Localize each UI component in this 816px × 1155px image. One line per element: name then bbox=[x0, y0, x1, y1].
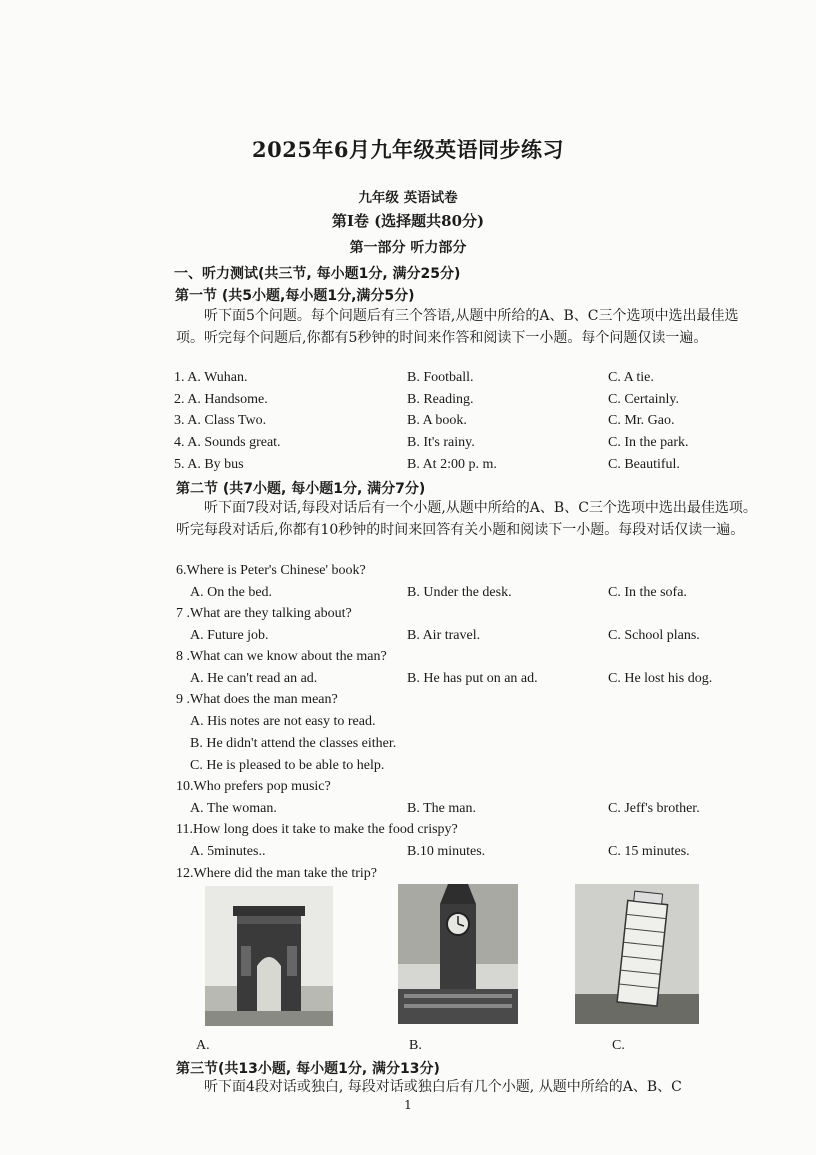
part2-instructions: 听下面7段对话,每段对话后有一个小题,从题中所给的A、B、C三个选项中选出最佳选项。听完每段对话后,你都有10秒钟的时间来回答有关小题和阅读下一小题。每段对话仅读一遍。 bbox=[176, 500, 757, 538]
leaning-tower-image bbox=[575, 884, 699, 1024]
q3-option-a: 3. A. Class Two. bbox=[174, 413, 267, 428]
exam-subtitle: 九年级 英语试卷 bbox=[358, 190, 458, 206]
q4-option-a: 4. A. Sounds great. bbox=[174, 435, 281, 450]
q7-option-a: A. Future job. bbox=[190, 628, 269, 643]
part-title: 第一部分 听力部分 bbox=[349, 240, 467, 256]
triumphal-arch-image bbox=[205, 886, 333, 1026]
q6-stem: 6.Where is Peter's Chinese' book? bbox=[176, 563, 366, 578]
q11-stem: 11.How long does it take to make the food crispy? bbox=[176, 822, 458, 837]
q8-option-a: A. He can't read an ad. bbox=[190, 671, 318, 686]
q5-option-a: 5. A. By bus bbox=[174, 457, 244, 472]
volume-title: 第Ⅰ卷 (选择题共80分) bbox=[331, 212, 485, 230]
q12-label-c: C. bbox=[612, 1038, 625, 1053]
q12-label-b: B. bbox=[409, 1038, 422, 1053]
q9-option-c: C. He is pleased to be able to help. bbox=[190, 758, 385, 773]
q6-option-a: A. On the bed. bbox=[190, 585, 273, 600]
q2-option-c: C. Certainly. bbox=[608, 392, 680, 407]
q9-option-b: B. He didn't attend the classes either. bbox=[190, 736, 397, 751]
q6-option-c: C. In the sofa. bbox=[608, 585, 687, 600]
part2-heading: 第二节 (共7小题, 每小题1分, 满分7分) bbox=[176, 481, 426, 497]
q5-option-b: B. At 2:00 p. m. bbox=[407, 457, 497, 472]
section-heading: 一、听力测试(共三节, 每小题1分, 满分25分) bbox=[174, 266, 461, 282]
q4-option-b: B. It's rainy. bbox=[407, 435, 475, 450]
q8-stem: 8 .What can we know about the man? bbox=[176, 649, 387, 664]
page-number: 1 bbox=[404, 1098, 412, 1112]
q5-option-c: C. Beautiful. bbox=[608, 457, 680, 472]
q10-stem: 10.Who prefers pop music? bbox=[176, 779, 331, 794]
part3-instructions: 听下面4段对话或独白, 每段对话或独白后有几个小题, 从题中所给的A、B、C bbox=[204, 1079, 682, 1095]
q12-label-a: A. bbox=[196, 1038, 210, 1053]
q2-option-a: 2. A. Handsome. bbox=[174, 392, 268, 407]
page-title: 2025年6月九年级英语同步练习 bbox=[251, 137, 565, 162]
q10-option-b: B. The man. bbox=[407, 801, 476, 816]
q11-option-b: B.10 minutes. bbox=[407, 844, 486, 859]
q8-option-c: C. He lost his dog. bbox=[608, 671, 713, 686]
q11-option-c: C. 15 minutes. bbox=[608, 844, 690, 859]
clock-tower-image bbox=[398, 884, 518, 1024]
q1-option-b: B. Football. bbox=[407, 370, 474, 385]
q7-option-c: C. School plans. bbox=[608, 628, 700, 643]
q10-option-a: A. The woman. bbox=[190, 801, 277, 816]
part1-instructions: 听下面5个问题。每个问题后有三个答语,从题中所给的A、B、C三个选项中选出最佳选项。听完每个问题后,你都有5秒钟的时间来作答和阅读下一小题。每个问题仅读一遍。 bbox=[176, 308, 739, 346]
q9-stem: 9 .What does the man mean? bbox=[176, 692, 338, 707]
q3-option-b: B. A book. bbox=[407, 413, 467, 428]
q3-option-c: C. Mr. Gao. bbox=[608, 413, 675, 428]
q6-option-b: B. Under the desk. bbox=[407, 585, 512, 600]
q9-option-a: A. His notes are not easy to read. bbox=[190, 714, 376, 729]
q1-option-a: 1. A. Wuhan. bbox=[174, 370, 248, 385]
q10-option-c: C. Jeff's brother. bbox=[608, 801, 700, 816]
q12-stem: 12.Where did the man take the trip? bbox=[176, 866, 377, 881]
q7-option-b: B. Air travel. bbox=[407, 628, 481, 643]
q4-option-c: C. In the park. bbox=[608, 435, 689, 450]
q8-option-b: B. He has put on an ad. bbox=[407, 671, 538, 686]
q1-option-c: C. A tie. bbox=[608, 370, 654, 385]
q2-option-b: B. Reading. bbox=[407, 392, 474, 407]
part3-heading: 第三节(共13小题, 每小题1分, 满分13分) bbox=[176, 1061, 440, 1077]
q7-stem: 7 .What are they talking about? bbox=[176, 606, 352, 621]
q11-option-a: A. 5minutes.. bbox=[190, 844, 266, 859]
part1-heading: 第一节 (共5小题,每小题1分,满分5分) bbox=[175, 288, 415, 304]
